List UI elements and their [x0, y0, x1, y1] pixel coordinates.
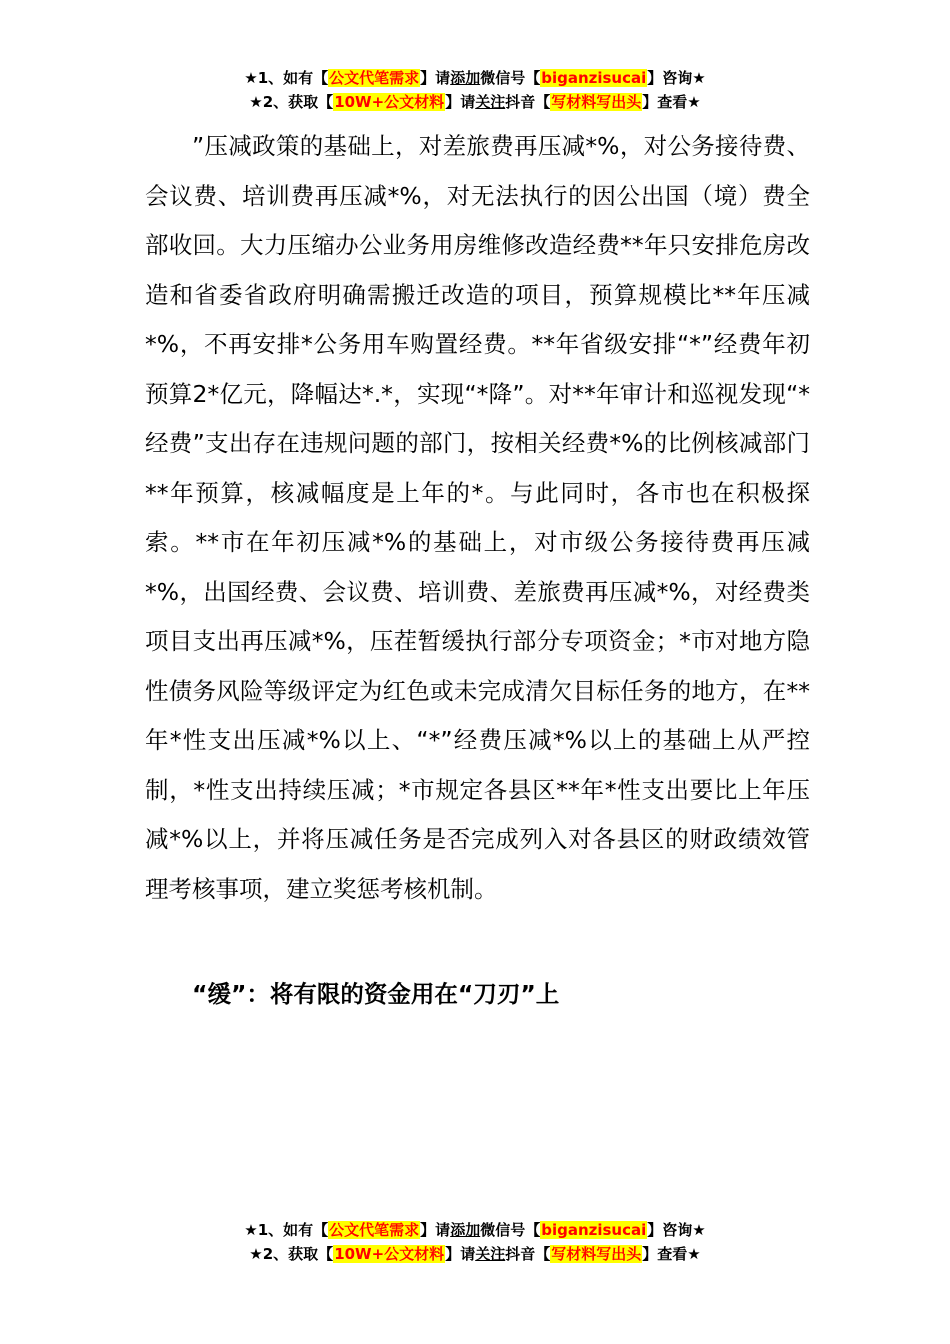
banner-text: 】咨询★: [647, 1221, 706, 1239]
banner-text: 】查看★: [642, 93, 701, 111]
banner-line-1: [0, 1218, 950, 1242]
banner-highlight-materials: 10W+公文材料: [334, 93, 445, 111]
banner-underline: 添加: [450, 1221, 481, 1239]
banner-highlight-douyin: 写材料写出头: [551, 93, 642, 111]
top-banner: [0, 66, 950, 114]
banner-line-1: [0, 66, 950, 90]
section-heading: “缓”：将有限的资金用在“刀刃”上: [192, 980, 560, 1008]
banner-text: 微信号【: [480, 1221, 541, 1239]
banner-text: ★1、如有【: [244, 69, 329, 87]
banner-text: 】请: [445, 93, 476, 111]
banner-highlight-service: 公文代笔需求: [329, 69, 420, 87]
banner-underline: 关注: [475, 93, 506, 111]
banner-text: 】请: [420, 69, 451, 87]
banner-line-2: [0, 90, 950, 114]
banner-text: 】请: [445, 1245, 476, 1263]
banner-highlight-service: 公文代笔需求: [329, 1221, 420, 1239]
banner-text: 抖音【: [505, 1245, 551, 1263]
bottom-banner: [0, 1218, 950, 1266]
banner-text: ★2、获取【: [249, 1245, 334, 1263]
banner-highlight-materials: 10W+公文材料: [334, 1245, 445, 1263]
body-paragraph: ”压减政策的基础上，对差旅费再压减*%，对公务接待费、会议费、培训费再压减*%，对无法执行的因公出国（境）费全部收回。大力压缩办公业务用房维修改造经费**年只安排危房改造和省委省政府明确需搬迁改造的项目，预算规模比**年压减*%，不再安排*公务用车购置经费。**年省级安排“*”经费年初预算2*亿元，降幅达*.*，实现“*降”。对**年审计和巡视发现“*经费”支出存在违规问题的部门，按相关经费*%的比例核减部门**年预算，核减幅度是上年的*。与此同时，各市也在积极探索。**市在年初压减*%的基础上，对市级公务接待费再压减*%，出国经费、会议费、培训费、差旅费再压减*%，对经费类项目支出再压减*%，压茬暂缓执行部分专项资金；*市对地方隐性债务风险等级评定为红色或未完成清欠目标任务的地方，在**年*性支出压减*%以上、“*”经费压减*%以上的基础上从严控制，*性支出持续压减；*市规定各县区**年*性支出要比上年压减*%以上，并将压减任务是否完成列入对各县区的财政绩效管理考核事项，建立奖惩考核机制。: [145, 132, 810, 903]
banner-text: 】请: [420, 1221, 451, 1239]
document-body: [145, 122, 810, 914]
banner-text: 】咨询★: [647, 69, 706, 87]
banner-highlight-wechat: biganzisucai: [541, 1221, 647, 1239]
banner-highlight-wechat: biganzisucai: [541, 69, 647, 87]
banner-underline: 关注: [475, 1245, 506, 1263]
banner-highlight-douyin: 写材料写出头: [551, 1245, 642, 1263]
banner-text: 抖音【: [505, 93, 551, 111]
banner-text: ★2、获取【: [249, 93, 334, 111]
banner-text: 】查看★: [642, 1245, 701, 1263]
banner-text: 微信号【: [480, 69, 541, 87]
banner-underline: 添加: [450, 69, 481, 87]
banner-text: ★1、如有【: [244, 1221, 329, 1239]
banner-line-2: [0, 1242, 950, 1266]
